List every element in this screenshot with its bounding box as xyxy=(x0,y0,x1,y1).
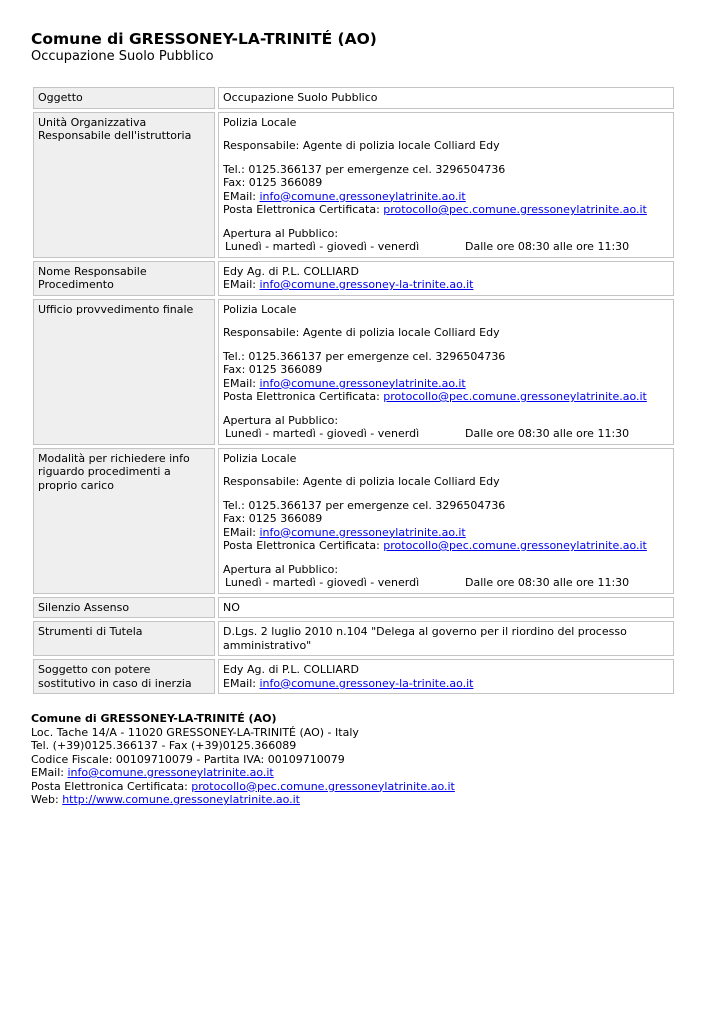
email-label: EMail: xyxy=(223,676,256,690)
row-value xyxy=(218,112,674,258)
opening-hours xyxy=(223,576,669,590)
opening-days: Lunedì - martedì - giovedì - venerdì xyxy=(225,576,420,589)
row-label: Modalità per richiedere info riguardo procedimenti a proprio carico xyxy=(33,448,215,594)
email-line xyxy=(223,677,669,691)
fax-text: Fax: 0125 366089 xyxy=(223,176,323,189)
row-value xyxy=(218,448,674,594)
row-ufficio-provvedimento xyxy=(33,299,674,445)
office-name: Polizia Locale xyxy=(223,302,297,316)
footer-web-line xyxy=(31,793,455,807)
pec-link[interactable]: protocollo@pec.comune.gressoneylatrinite.ao.it xyxy=(383,390,647,403)
row-silenzio-assenso xyxy=(33,597,674,619)
opening-days: Lunedì - martedì - giovedì - venerdì xyxy=(225,427,420,440)
footer-address: Loc. Tache 14/A - 11020 GRESSONEY-LA-TRINITÉ (AO) - Italy xyxy=(31,725,359,739)
row-label: Unità Organizzativa Responsabile dell'istruttoria xyxy=(33,112,215,258)
row-soggetto-sostitutivo xyxy=(33,659,674,694)
office-name: Polizia Locale xyxy=(223,115,297,129)
pec-link[interactable]: protocollo@pec.comune.gressoneylatrinite.ao.it xyxy=(383,203,647,216)
row-oggetto xyxy=(33,87,674,109)
email-line xyxy=(223,278,669,292)
tel-text: Tel.: 0125.366137 per emergenze cel. 3296504736 xyxy=(223,162,506,176)
pec-label: Posta Elettronica Certificata: xyxy=(31,779,188,793)
row-label: Oggetto xyxy=(33,87,215,109)
info-table xyxy=(33,87,674,697)
footer-fiscal: Codice Fiscale: 00109710079 - Partita IVA: 00109710079 xyxy=(31,752,345,766)
page-subtitle: Occupazione Suolo Pubblico xyxy=(31,49,214,64)
footer-phone: Tel. (+39)0125.366137 - Fax (+39)0125.366089 xyxy=(31,739,297,752)
apertura-label: Apertura al Pubblico: xyxy=(223,226,339,240)
opening-days: Lunedì - martedì - giovedì - venerdì xyxy=(225,240,420,253)
fax-text: Fax: 0125 366089 xyxy=(223,512,323,525)
responsabile-text: Responsabile: Agente di polizia locale Colliard Edy xyxy=(223,139,500,152)
email-link[interactable]: info@comune.gressoneylatrinite.ao.it xyxy=(259,376,466,390)
footer-title: Comune di GRESSONEY-LA-TRINITÉ (AO) xyxy=(31,712,277,725)
row-label: Soggetto con potere sostitutivo in caso di inerzia xyxy=(33,659,215,694)
email-label: EMail: xyxy=(223,525,256,539)
tel-text: Tel.: 0125.366137 per emergenze cel. 3296504736 xyxy=(223,349,506,363)
opening-time: Dalle ore 08:30 alle ore 11:30 xyxy=(465,576,630,589)
footer-web-link[interactable]: http://www.comune.gressoneylatrinite.ao.it xyxy=(62,793,300,806)
pec-label: Posta Elettronica Certificata: xyxy=(223,539,380,552)
row-value: NO xyxy=(218,597,674,619)
row-label: Silenzio Assenso xyxy=(33,597,215,619)
office-name: Polizia Locale xyxy=(223,451,297,465)
opening-hours xyxy=(223,427,669,441)
apertura-label: Apertura al Pubblico: xyxy=(223,562,339,576)
email-label: EMail: xyxy=(223,189,256,203)
web-label: Web: xyxy=(31,793,59,806)
row-label: Nome Responsabile Procedimento xyxy=(33,261,215,296)
email-link[interactable]: info@comune.gressoney-la-trinite.ao.it xyxy=(259,676,474,690)
row-label: Strumenti di Tutela xyxy=(33,621,215,656)
responsabile-text: Responsabile: Agente di polizia locale Colliard Edy xyxy=(223,475,500,488)
footer-email-line xyxy=(31,766,455,780)
fax-text: Fax: 0125 366089 xyxy=(223,363,323,376)
responsabile-name: Edy Ag. di P.L. COLLIARD xyxy=(223,264,359,278)
footer-pec-line xyxy=(31,780,455,794)
email-line xyxy=(223,377,669,391)
pec-label: Posta Elettronica Certificata: xyxy=(223,390,380,403)
email-line xyxy=(223,190,669,204)
email-label: EMail: xyxy=(223,376,256,390)
row-strumenti-tutela xyxy=(33,621,674,656)
soggetto-name: Edy Ag. di P.L. COLLIARD xyxy=(223,663,359,676)
opening-hours xyxy=(223,240,669,254)
tel-text: Tel.: 0125.366137 per emergenze cel. 3296504736 xyxy=(223,498,506,512)
email-link[interactable]: info@comune.gressoneylatrinite.ao.it xyxy=(259,525,466,539)
responsabile-text: Responsabile: Agente di polizia locale Colliard Edy xyxy=(223,326,500,339)
row-label: Ufficio provvedimento finale xyxy=(33,299,215,445)
pec-link[interactable]: protocollo@pec.comune.gressoneylatrinite.ao.it xyxy=(383,539,647,552)
pec-line xyxy=(223,203,669,217)
footer-email-link[interactable]: info@comune.gressoneylatrinite.ao.it xyxy=(67,766,274,779)
page-footer xyxy=(31,712,455,807)
row-value: D.Lgs. 2 luglio 2010 n.104 "Delega al governo per il riordino del processo amministrativo" xyxy=(218,621,674,656)
pec-line xyxy=(223,539,669,553)
email-link[interactable]: info@comune.gressoney-la-trinite.ao.it xyxy=(259,278,474,291)
email-link[interactable]: info@comune.gressoneylatrinite.ao.it xyxy=(259,189,466,203)
pec-label: Posta Elettronica Certificata: xyxy=(223,203,380,216)
row-value: Occupazione Suolo Pubblico xyxy=(218,87,674,109)
row-unita-organizzativa xyxy=(33,112,674,258)
email-label: EMail: xyxy=(223,278,256,291)
apertura-label: Apertura al Pubblico: xyxy=(223,413,339,427)
email-line xyxy=(223,526,669,540)
pec-line xyxy=(223,390,669,404)
row-value xyxy=(218,261,674,296)
row-nome-responsabile xyxy=(33,261,674,296)
opening-time: Dalle ore 08:30 alle ore 11:30 xyxy=(465,427,630,440)
row-modalita-info xyxy=(33,448,674,594)
row-value xyxy=(218,299,674,445)
page-title: Comune di GRESSONEY-LA-TRINITÉ (AO) xyxy=(31,30,377,48)
email-label: EMail: xyxy=(31,766,64,779)
opening-time: Dalle ore 08:30 alle ore 11:30 xyxy=(465,240,630,253)
footer-pec-link[interactable]: protocollo@pec.comune.gressoneylatrinite.ao.it xyxy=(191,779,455,793)
row-value xyxy=(218,659,674,694)
